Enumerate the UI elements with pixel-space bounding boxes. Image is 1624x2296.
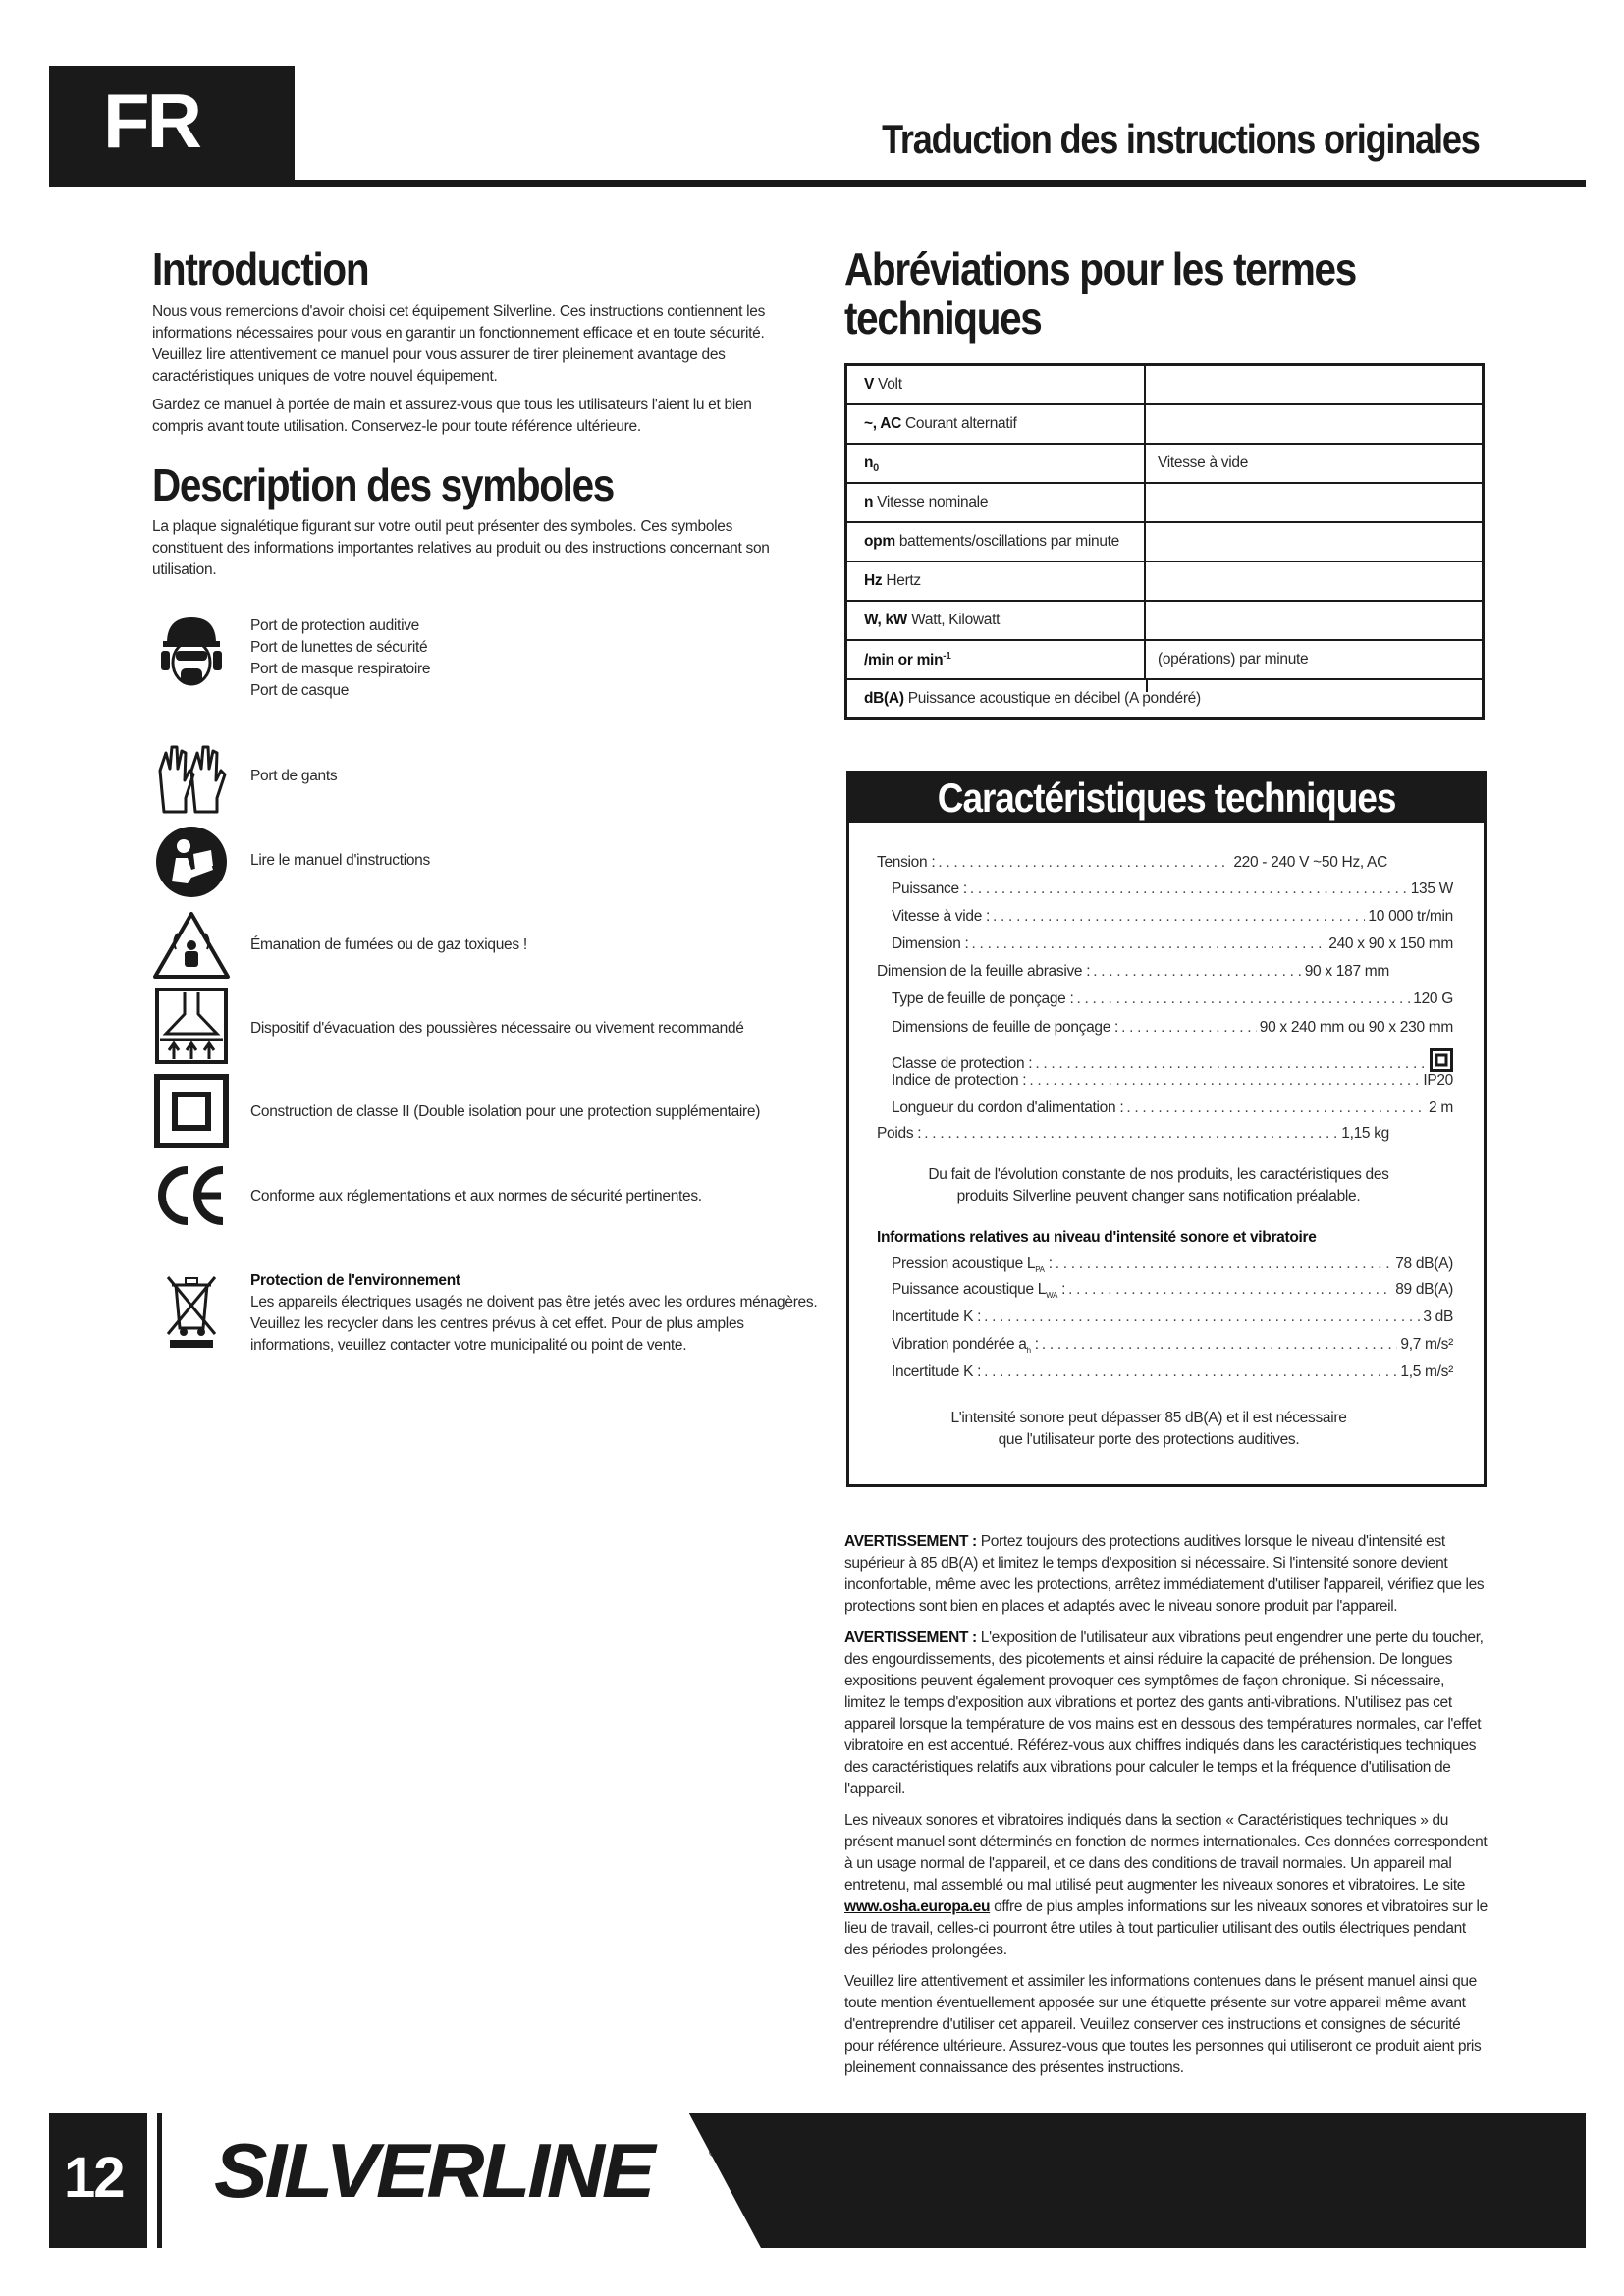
spec-row-speed [892, 908, 1453, 926]
spec-value: 90 x 187 mm [1304, 963, 1389, 980]
registered-mark: ® [709, 2144, 720, 2160]
weee-bin-icon [152, 1271, 231, 1350]
table-row [847, 523, 1482, 562]
toxic-fumes-icon [152, 906, 231, 985]
spec-label: Incertitude K : [892, 1363, 982, 1380]
abbr-term: ~, AC Courant alternatif [847, 405, 1146, 443]
symbol-text-ppe [250, 615, 430, 702]
spec-label: Puissance acoustique $L_{WA}$ : [892, 1281, 1066, 1301]
symbol-line: Construction de classe II (Double isolation pour une protection supplémentaire) [250, 1103, 761, 1120]
intro-heading: Introduction [152, 243, 369, 294]
warning-hearing: AVERTISSEMENT : Portez toujours des protections auditives lorsque le niveau d'intensité est supérieur à 85 dB(A) et limitez le temps d'exposition si nécessaire. Si l'intensité sonore devient inconfortable, même avec les protections, arrêtez immédiatement d'utiliser l'appareil, vérifiez que les protections sont bien en places et adaptés avec le niveau sonore produit par l'appareil. [844, 1533, 1485, 1615]
spec-row-cord [892, 1099, 1453, 1117]
symbol-text-manual [250, 850, 430, 872]
header-rule [295, 180, 1586, 187]
spec-label: Dimensions de feuille de ponçage : [892, 1019, 1119, 1036]
sound-row-uncertainty [892, 1308, 1453, 1326]
spec-value: 10 000 tr/min [1368, 908, 1453, 925]
spec-row-weight [877, 1125, 1389, 1143]
spec-row-dimension [892, 935, 1453, 953]
spec-label: Longueur du cordon d'alimentation : [892, 1099, 1124, 1116]
table-row [847, 405, 1482, 445]
language-code: FR [103, 78, 199, 164]
symbol-line: Émanation de fumées ou de gaz toxiques ! [250, 936, 527, 953]
abbreviations-table [844, 363, 1485, 720]
symbol-text-gloves [250, 766, 337, 787]
symbol-text-dust [250, 1018, 744, 1040]
spec-label: Pression acoustique $L_{PA}$ : [892, 1255, 1053, 1275]
table-row [847, 366, 1482, 405]
abbr-term: /min or $\min^{-1}$ [847, 641, 1146, 678]
ce-mark-icon [152, 1155, 231, 1234]
spec-label: Poids : [877, 1125, 922, 1142]
symbol-line: Port de masque respiratoire [250, 661, 431, 677]
spec-value: 240 x 90 x 150 mm [1328, 935, 1453, 952]
spec-value: 135 W [1410, 881, 1453, 897]
abbr-term: W, kW Watt, Kilowatt [847, 602, 1146, 639]
spec-row-protection-class [892, 1044, 1453, 1073]
symbol-text-class2 [250, 1101, 760, 1123]
spec-label: Puissance : [892, 881, 967, 897]
abbr-meaning: (opérations) par minute [1158, 651, 1309, 667]
table-row [847, 680, 1482, 717]
spec-row-power [892, 881, 1453, 898]
abbr-heading-line1: Abréviations pour les termes [844, 243, 1356, 294]
warning-vibration: AVERTISSEMENT : L'exposition de l'utilisateur aux vibrations peut engendrer une perte du toucher, des engourdissements, des picotements et ainsi réduire la capacité de préhension. De longues expositions peuvent également provoquer ces symptômes de façon chronique. Si nécessaire, limitez le temps d'exposition aux vibrations et portez des gants anti-vibrations. N'utilisez pas cet appareil lorsque la température de vos mains est en dessous des températures normales, car l'effet vibratoire en est accentué. Référez-vous aux chiffres indiqués dans les caractéristiques techniques des caractéristiques relatifs aux vibrations pour calculer le temps et la fréquence d'utilisation de l'appareil. [844, 1629, 1484, 1797]
abbr-term: dB(A) Puissance acoustique en décibel (A pondéré) [864, 690, 1201, 707]
page-title: Traduction des instructions originales [882, 116, 1480, 162]
table-row [847, 445, 1482, 484]
intro-paragraph-1: Nous vous remercions d'avoir choisi cet équipement Silverline. Ces instructions contiennent les informations nécessaires pour vous en garantir un fonctionnement efficace et en toute sécurité. Veuillez lire attentivement ce manuel pour vous assurer de tirer pleinement avantage des caractéristiques uniques de votre nouvel équipement. [152, 303, 766, 385]
page-number: 12 [64, 2146, 124, 2210]
symbol-text-fumes [250, 934, 527, 956]
ppe-head-icon [152, 612, 231, 690]
sound-vibration-heading: Informations relatives au niveau d'intensité sonore et vibratoire [877, 1229, 1317, 1246]
info-read-manual: Veuillez lire attentivement et assimiler les informations contenues dans le présent manuel ainsi que toute mention éventuellement apposée sur une étiquette présente sur votre appareil même avant d'entreprendre d'utiliser cet appareil. Veuillez conserver ces instructions et consignes de sécurité pour référence ultérieure. Assurez-vous que toutes les personnes qui utiliseront ce produit aient pris pleinement connaissance des présentes instructions. [844, 1973, 1482, 2076]
gloves-icon [152, 738, 231, 817]
spec-value: 9,7 m/s² [1400, 1336, 1453, 1353]
footer-divider [147, 2113, 157, 2248]
spec-label: Indice de protection : [892, 1072, 1027, 1089]
abbr-term: opm battements/oscillations par minute [847, 523, 1146, 561]
spec-label: Incertitude K : [892, 1308, 982, 1325]
symbol-line: Les appareils électriques usagés ne doivent pas être jetés avec les ordures ménagères. [250, 1294, 818, 1310]
intro-paragraph-2: Gardez ce manuel à portée de main et assurez-vous que tous les utilisateurs l'aient lu et bien compris avant toute utilisation. Conservez-le pour toute référence ultérieure. [152, 397, 752, 435]
table-row [847, 641, 1482, 680]
symbols-intro: La plaque signalétique figurant sur votre outil peut présenter des symboles. Ces symboles constituent des informations importantes relatives au produit ou des instructions concernant son utilisation. [152, 518, 770, 578]
spec-value: 1,15 kg [1341, 1125, 1389, 1142]
symbol-line: Lire le manuel d'instructions [250, 852, 430, 869]
spec-label: Dimension : [892, 935, 969, 952]
spec-row-sheet-dims [892, 1019, 1453, 1037]
spec-label: Classe de protection : [892, 1055, 1033, 1072]
spec-label: Type de feuille de ponçage : [892, 990, 1074, 1007]
symbol-text-weee [250, 1270, 817, 1357]
sound-row-power [892, 1281, 1453, 1300]
spec-label: Vibration pondérée $a_h$ : [892, 1336, 1039, 1356]
spec-value: 3 dB [1423, 1308, 1453, 1325]
dust-extraction-icon [152, 987, 231, 1065]
spec-value: 220 - 240 V ~50 Hz, AC [1233, 854, 1387, 871]
spec-row-sheet-dim [877, 963, 1389, 981]
abbr-heading-line2: techniques [844, 293, 1042, 344]
spec-label: Dimension de la feuille abrasive : [877, 963, 1091, 980]
spec-value: 2 m [1429, 1099, 1453, 1116]
info-noise-levels: Les niveaux sonores et vibratoires indiqués dans la section « Caractéristiques techniques » du présent manuel sont déterminés en fonction de normes internationales. Ces données correspondent à un usage normal de l'appareil, et ce dans des conditions de travail normales. Un appareil mal entretenu, mal assemblé ou mal utilisé peut augmenter les niveaux sonores et vibratoires. Le site www.osha.europa.eu offre de plus amples informations sur les niveaux sonores et vibratoires sur le lieu de travail, celles-ci pourront être utiles à tout particulier utilisant des outils électriques pendant des périodes prolongées. [844, 1812, 1488, 1958]
specs-change-note: Du fait de l'évolution constante de nos produits, les caractéristiques des produits Silverline peuvent changer sans notification préalable. [928, 1166, 1389, 1204]
symbol-line: Conforme aux réglementations et aux normes de sécurité pertinentes. [250, 1188, 702, 1204]
symbol-line: Dispositif d'évacuation des poussières nécessaire ou vivement recommandé [250, 1020, 744, 1037]
symbol-line: Port de casque [250, 682, 350, 699]
abbr-term: V Volt [847, 366, 1146, 403]
sound-row-pressure [892, 1255, 1453, 1274]
spec-value: 90 x 240 mm ou 90 x 230 mm [1259, 1019, 1453, 1036]
symbol-line: informations, veuillez contacter votre municipalité ou point de vente. [250, 1337, 687, 1354]
osha-link[interactable]: www.osha.europa.eu [844, 1898, 991, 1915]
abbr-term: $n_0$ [847, 445, 1146, 482]
specs-heading: Caractéristiques techniques [849, 774, 1484, 823]
read-manual-icon [152, 823, 231, 901]
abbr-meaning: Vitesse à vide [1158, 454, 1249, 471]
class-ii-icon [152, 1072, 231, 1150]
symbol-line: Veuillez les recycler dans les centres prévus à cet effet. Pour de plus amples [250, 1315, 744, 1332]
spec-value: 78 dB(A) [1395, 1255, 1453, 1272]
weee-title: Protection de l'environnement [250, 1272, 460, 1289]
spec-row-sheet-type [892, 990, 1453, 1008]
table-row [847, 484, 1482, 523]
spec-value: 89 dB(A) [1395, 1281, 1453, 1298]
spec-value: 1,5 m/s² [1400, 1363, 1453, 1380]
vibration-row-weighted [892, 1336, 1453, 1355]
sound-note: L'intensité sonore peut dépasser 85 dB(A) et il est nécessaire que l'utilisateur porte des protections auditives. [950, 1410, 1347, 1448]
spec-label: Vitesse à vide : [892, 908, 991, 925]
symbol-text-ce [250, 1186, 702, 1207]
spec-row-voltage [877, 854, 1387, 872]
abbr-divider-stub [1146, 680, 1148, 692]
class-ii-small-icon [1430, 1048, 1453, 1072]
table-row [847, 602, 1482, 641]
abbr-term: n Vitesse nominale [847, 484, 1146, 521]
spec-label: Tension : [877, 854, 936, 871]
table-row [847, 562, 1482, 602]
abbr-term: Hz Hertz [847, 562, 1146, 600]
spec-row-ip [892, 1072, 1453, 1090]
symbol-line: Port de lunettes de sécurité [250, 639, 428, 656]
symbol-line: Port de gants [250, 768, 338, 784]
symbol-line: Port de protection auditive [250, 617, 419, 634]
symbols-heading: Description des symboles [152, 459, 615, 510]
brand-logo: SILVERLINE [214, 2127, 653, 2214]
spec-value: IP20 [1423, 1072, 1453, 1089]
vibration-row-uncertainty [892, 1363, 1453, 1381]
spec-value: 120 G [1413, 990, 1453, 1007]
